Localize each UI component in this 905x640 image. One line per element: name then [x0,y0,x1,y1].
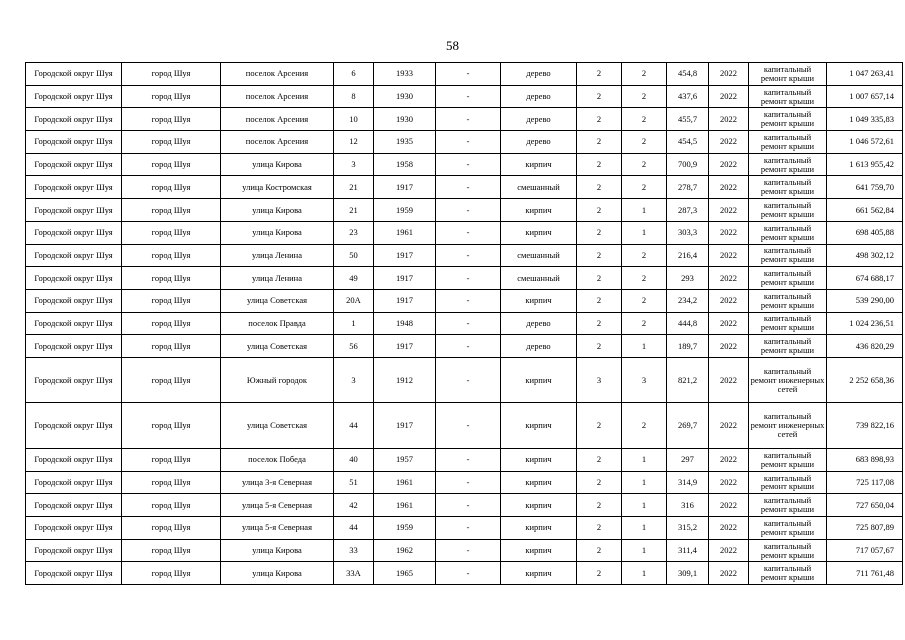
cell-floors: 2 [577,471,622,494]
cell-wall-material: кирпич [501,448,577,471]
cell-floors: 2 [577,153,622,176]
cell-entrances: 2 [622,176,667,199]
cell-city: город Шуя [122,176,221,199]
cell-city: город Шуя [122,289,221,312]
cell-cost: 1 007 657,14 [827,85,903,108]
cell-cost: 711 761,48 [827,562,903,585]
cell-cost: 683 898,93 [827,448,903,471]
cell-entrances: 2 [622,63,667,86]
cell-wall-material: кирпич [501,289,577,312]
cell-district: Городской округ Шуя [26,517,122,540]
cell-street: Южный городок [221,357,334,403]
cell-entrances: 1 [622,517,667,540]
cell-floors: 2 [577,267,622,290]
cell-wall-material: смешанный [501,176,577,199]
cell-floors: 2 [577,108,622,131]
cell-plan-year: 2022 [709,403,749,449]
cell-city: город Шуя [122,562,221,585]
cell-dash: - [436,357,501,403]
cell-work-type: капитальный ремонт крыши [749,335,827,358]
cell-construction-year: 1933 [374,63,436,86]
cell-street: улица Кирова [221,199,334,222]
cell-area: 311,4 [667,539,709,562]
table-row [26,85,903,108]
cell-work-type: капитальный ремонт крыши [749,448,827,471]
cell-cost: 1 613 955,42 [827,153,903,176]
cell-street: улица Ленина [221,244,334,267]
table-row [26,448,903,471]
cell-house-number: 21 [334,199,374,222]
cell-wall-material: кирпич [501,357,577,403]
cell-house-number: 8 [334,85,374,108]
cell-house-number: 49 [334,267,374,290]
cell-entrances: 1 [622,494,667,517]
cell-entrances: 1 [622,471,667,494]
cell-plan-year: 2022 [709,63,749,86]
cell-entrances: 1 [622,539,667,562]
cell-construction-year: 1961 [374,471,436,494]
cell-dash: - [436,176,501,199]
table-row [26,131,903,154]
cell-dash: - [436,335,501,358]
cell-dash: - [436,448,501,471]
cell-plan-year: 2022 [709,517,749,540]
cell-floors: 2 [577,244,622,267]
cell-city: город Шуя [122,517,221,540]
cell-floors: 2 [577,63,622,86]
cell-cost: 498 302,12 [827,244,903,267]
cell-wall-material: дерево [501,108,577,131]
cell-dash: - [436,403,501,449]
cell-house-number: 56 [334,335,374,358]
cell-city: город Шуя [122,494,221,517]
cell-dash: - [436,108,501,131]
cell-work-type: капитальный ремонт крыши [749,85,827,108]
cell-plan-year: 2022 [709,289,749,312]
cell-entrances: 2 [622,312,667,335]
cell-floors: 2 [577,539,622,562]
cell-city: город Шуя [122,539,221,562]
cell-street: улица 5-я Северная [221,517,334,540]
cell-district: Городской округ Шуя [26,85,122,108]
table-row [26,199,903,222]
cell-cost: 727 650,04 [827,494,903,517]
cell-cost: 674 688,17 [827,267,903,290]
cell-district: Городской округ Шуя [26,562,122,585]
table-row [26,562,903,585]
cell-house-number: 44 [334,517,374,540]
cell-district: Городской округ Шуя [26,448,122,471]
cell-construction-year: 1917 [374,176,436,199]
table-row [26,289,903,312]
cell-cost: 1 047 263,41 [827,63,903,86]
cell-work-type: капитальный ремонт крыши [749,471,827,494]
table-row [26,335,903,358]
cell-plan-year: 2022 [709,85,749,108]
cell-city: город Шуя [122,471,221,494]
cell-floors: 2 [577,131,622,154]
cell-dash: - [436,199,501,222]
cell-cost: 436 820,29 [827,335,903,358]
cell-street: поселок Арсения [221,85,334,108]
cell-city: город Шуя [122,335,221,358]
table-row [26,63,903,86]
cell-work-type: капитальный ремонт крыши [749,244,827,267]
cell-dash: - [436,244,501,267]
cell-plan-year: 2022 [709,539,749,562]
cell-house-number: 33А [334,562,374,585]
cell-area: 287,3 [667,199,709,222]
cell-house-number: 21 [334,176,374,199]
cell-district: Городской округ Шуя [26,199,122,222]
cell-wall-material: кирпич [501,539,577,562]
cell-house-number: 33 [334,539,374,562]
cell-wall-material: смешанный [501,267,577,290]
table-row [26,108,903,131]
cell-work-type: капитальный ремонт крыши [749,517,827,540]
cell-construction-year: 1961 [374,494,436,517]
cell-work-type: капитальный ремонт крыши [749,221,827,244]
cell-city: город Шуя [122,403,221,449]
cell-construction-year: 1959 [374,517,436,540]
cell-house-number: 3 [334,357,374,403]
cell-house-number: 20А [334,289,374,312]
cell-house-number: 23 [334,221,374,244]
cell-work-type: капитальный ремонт инженерных сетей [749,403,827,449]
cell-floors: 2 [577,335,622,358]
cell-plan-year: 2022 [709,494,749,517]
cell-dash: - [436,267,501,290]
cell-street: поселок Арсения [221,108,334,131]
cell-construction-year: 1930 [374,85,436,108]
cell-house-number: 40 [334,448,374,471]
cell-area: 315,2 [667,517,709,540]
cell-plan-year: 2022 [709,221,749,244]
cell-area: 297 [667,448,709,471]
cell-work-type: капитальный ремонт крыши [749,199,827,222]
table-row [26,244,903,267]
cell-dash: - [436,221,501,244]
cell-area: 821,2 [667,357,709,403]
cell-dash: - [436,539,501,562]
cell-plan-year: 2022 [709,131,749,154]
cell-cost: 1 049 335,83 [827,108,903,131]
cell-city: город Шуя [122,63,221,86]
cell-construction-year: 1917 [374,289,436,312]
cell-construction-year: 1962 [374,539,436,562]
cell-cost: 725 117,08 [827,471,903,494]
cell-wall-material: дерево [501,312,577,335]
cell-dash: - [436,153,501,176]
cell-area: 316 [667,494,709,517]
cell-plan-year: 2022 [709,448,749,471]
cell-district: Городской округ Шуя [26,357,122,403]
cell-house-number: 3 [334,153,374,176]
cell-street: улица Кирова [221,221,334,244]
cell-street: улица Кирова [221,153,334,176]
cell-house-number: 51 [334,471,374,494]
cell-work-type: капитальный ремонт крыши [749,63,827,86]
cell-district: Городской округ Шуя [26,153,122,176]
cell-plan-year: 2022 [709,153,749,176]
cell-city: город Шуя [122,131,221,154]
cell-floors: 2 [577,562,622,585]
cell-wall-material: кирпич [501,562,577,585]
cell-construction-year: 1948 [374,312,436,335]
cell-wall-material: кирпич [501,221,577,244]
cell-floors: 2 [577,403,622,449]
table-row [26,267,903,290]
cell-dash: - [436,562,501,585]
cell-wall-material: кирпич [501,517,577,540]
cell-area: 314,9 [667,471,709,494]
cell-city: город Шуя [122,312,221,335]
table-row [26,517,903,540]
cell-work-type: капитальный ремонт крыши [749,267,827,290]
cell-district: Городской округ Шуя [26,289,122,312]
cell-construction-year: 1930 [374,108,436,131]
cell-wall-material: дерево [501,63,577,86]
cell-dash: - [436,312,501,335]
cell-house-number: 1 [334,312,374,335]
cell-plan-year: 2022 [709,108,749,131]
housing-repair-table [25,62,903,585]
cell-floors: 2 [577,312,622,335]
cell-street: улица Советская [221,335,334,358]
cell-area: 269,7 [667,403,709,449]
cell-district: Городской округ Шуя [26,403,122,449]
cell-construction-year: 1959 [374,199,436,222]
cell-wall-material: кирпич [501,153,577,176]
cell-district: Городской округ Шуя [26,494,122,517]
cell-district: Городской округ Шуя [26,471,122,494]
cell-district: Городской округ Шуя [26,244,122,267]
cell-district: Городской округ Шуя [26,335,122,358]
cell-plan-year: 2022 [709,562,749,585]
cell-floors: 2 [577,221,622,244]
cell-area: 700,9 [667,153,709,176]
cell-construction-year: 1965 [374,562,436,585]
cell-wall-material: дерево [501,335,577,358]
cell-construction-year: 1917 [374,267,436,290]
cell-construction-year: 1961 [374,221,436,244]
cell-city: город Шуя [122,199,221,222]
cell-entrances: 2 [622,85,667,108]
cell-work-type: капитальный ремонт крыши [749,108,827,131]
cell-floors: 2 [577,494,622,517]
cell-wall-material: смешанный [501,244,577,267]
cell-work-type: капитальный ремонт крыши [749,153,827,176]
cell-street: улица Советская [221,403,334,449]
cell-district: Городской округ Шуя [26,312,122,335]
cell-area: 303,3 [667,221,709,244]
page-number: 58 [446,38,459,53]
cell-construction-year: 1917 [374,403,436,449]
cell-dash: - [436,85,501,108]
cell-area: 189,7 [667,335,709,358]
cell-entrances: 2 [622,131,667,154]
cell-entrances: 1 [622,199,667,222]
cell-city: город Шуя [122,267,221,290]
cell-cost: 739 822,16 [827,403,903,449]
cell-work-type: капитальный ремонт крыши [749,289,827,312]
cell-street: улица Ленина [221,267,334,290]
cell-house-number: 6 [334,63,374,86]
cell-street: улица Советская [221,289,334,312]
table-row [26,494,903,517]
cell-cost: 698 405,88 [827,221,903,244]
cell-work-type: капитальный ремонт инженерных сетей [749,357,827,403]
cell-wall-material: кирпич [501,471,577,494]
cell-area: 234,2 [667,289,709,312]
cell-street: улица Костромская [221,176,334,199]
cell-plan-year: 2022 [709,267,749,290]
cell-plan-year: 2022 [709,176,749,199]
cell-street: поселок Арсения [221,131,334,154]
cell-area: 278,7 [667,176,709,199]
cell-floors: 2 [577,176,622,199]
cell-construction-year: 1935 [374,131,436,154]
cell-district: Городской округ Шуя [26,63,122,86]
cell-area: 309,1 [667,562,709,585]
cell-street: улица Кирова [221,562,334,585]
cell-district: Городской округ Шуя [26,267,122,290]
cell-wall-material: кирпич [501,494,577,517]
cell-street: улица 3-я Северная [221,471,334,494]
cell-dash: - [436,131,501,154]
cell-street: улица Кирова [221,539,334,562]
cell-city: город Шуя [122,244,221,267]
cell-work-type: капитальный ремонт крыши [749,562,827,585]
cell-floors: 2 [577,448,622,471]
cell-dash: - [436,289,501,312]
cell-house-number: 10 [334,108,374,131]
cell-entrances: 2 [622,108,667,131]
table-row [26,357,903,403]
cell-dash: - [436,494,501,517]
cell-cost: 641 759,70 [827,176,903,199]
cell-area: 454,8 [667,63,709,86]
cell-cost: 1 046 572,61 [827,131,903,154]
cell-construction-year: 1912 [374,357,436,403]
cell-construction-year: 1957 [374,448,436,471]
cell-wall-material: кирпич [501,403,577,449]
cell-floors: 2 [577,199,622,222]
cell-plan-year: 2022 [709,335,749,358]
cell-city: город Шуя [122,221,221,244]
cell-house-number: 50 [334,244,374,267]
cell-entrances: 2 [622,244,667,267]
cell-wall-material: дерево [501,131,577,154]
table-row [26,221,903,244]
cell-work-type: капитальный ремонт крыши [749,539,827,562]
cell-cost: 661 562,84 [827,199,903,222]
cell-street: улица 5-я Северная [221,494,334,517]
cell-street: поселок Правда [221,312,334,335]
cell-cost: 1 024 236,51 [827,312,903,335]
cell-entrances: 3 [622,357,667,403]
cell-area: 437,6 [667,85,709,108]
cell-city: город Шуя [122,357,221,403]
cell-construction-year: 1917 [374,244,436,267]
cell-floors: 2 [577,85,622,108]
cell-entrances: 1 [622,562,667,585]
cell-entrances: 2 [622,289,667,312]
cell-cost: 717 057,67 [827,539,903,562]
cell-plan-year: 2022 [709,312,749,335]
cell-dash: - [436,63,501,86]
cell-dash: - [436,517,501,540]
cell-construction-year: 1958 [374,153,436,176]
table-row [26,153,903,176]
cell-district: Городской округ Шуя [26,539,122,562]
cell-entrances: 1 [622,335,667,358]
cell-plan-year: 2022 [709,244,749,267]
table-row [26,176,903,199]
table-row [26,403,903,449]
cell-area: 216,4 [667,244,709,267]
cell-entrances: 2 [622,153,667,176]
cell-work-type: капитальный ремонт крыши [749,312,827,335]
cell-cost: 539 290,00 [827,289,903,312]
cell-entrances: 2 [622,267,667,290]
cell-construction-year: 1917 [374,335,436,358]
table-row [26,471,903,494]
cell-cost: 2 252 658,36 [827,357,903,403]
cell-plan-year: 2022 [709,199,749,222]
cell-dash: - [436,471,501,494]
cell-entrances: 2 [622,403,667,449]
cell-floors: 2 [577,517,622,540]
cell-area: 454,5 [667,131,709,154]
cell-street: поселок Арсения [221,63,334,86]
cell-plan-year: 2022 [709,357,749,403]
cell-city: город Шуя [122,108,221,131]
cell-entrances: 1 [622,221,667,244]
cell-cost: 725 807,89 [827,517,903,540]
cell-district: Городской округ Шуя [26,131,122,154]
cell-work-type: капитальный ремонт крыши [749,494,827,517]
cell-house-number: 44 [334,403,374,449]
cell-area: 444,8 [667,312,709,335]
cell-area: 293 [667,267,709,290]
cell-house-number: 12 [334,131,374,154]
cell-district: Городской округ Шуя [26,176,122,199]
table-row [26,539,903,562]
cell-house-number: 42 [334,494,374,517]
cell-city: город Шуя [122,153,221,176]
cell-work-type: капитальный ремонт крыши [749,131,827,154]
cell-wall-material: кирпич [501,199,577,222]
cell-entrances: 1 [622,448,667,471]
cell-district: Городской округ Шуя [26,108,122,131]
cell-work-type: капитальный ремонт крыши [749,176,827,199]
cell-area: 455,7 [667,108,709,131]
cell-city: город Шуя [122,85,221,108]
table-row [26,312,903,335]
cell-plan-year: 2022 [709,471,749,494]
cell-wall-material: дерево [501,85,577,108]
cell-district: Городской округ Шуя [26,221,122,244]
cell-street: поселок Победа [221,448,334,471]
cell-floors: 2 [577,289,622,312]
cell-city: город Шуя [122,448,221,471]
cell-floors: 3 [577,357,622,403]
